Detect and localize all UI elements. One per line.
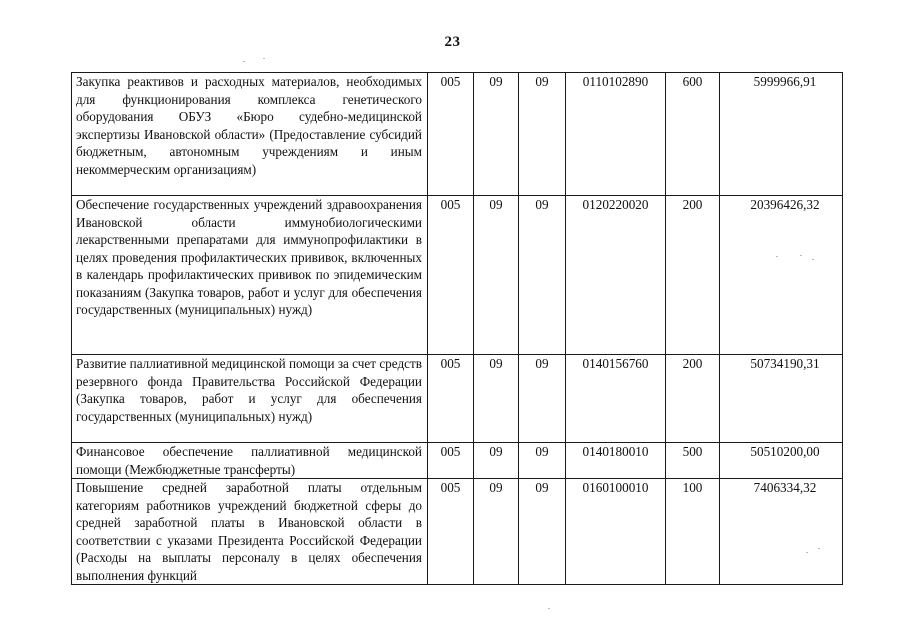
section-code: 09 — [474, 355, 519, 443]
ministry-code: 005 — [428, 196, 474, 355]
subsection-code: 09 — [519, 196, 566, 355]
row-description: Закупка реактивов и расходных материалов, необходимых для функционирования комплекса генетического оборудования ОБУЗ «Бюро судебно-медицинской экспертизы Ивановской области» (Предоставление субсидий бюджетным, автономным учреждениям и иным некоммерческим организациям) — [72, 73, 428, 196]
subsection-code: 09 — [519, 443, 566, 479]
subsection-code: 09 — [519, 73, 566, 196]
ministry-code: 005 — [428, 443, 474, 479]
table-row — [72, 355, 843, 443]
expense-type-code: 100 — [666, 479, 720, 585]
scan-speck — [263, 58, 265, 59]
amount-value: 5999966,91 — [720, 73, 843, 196]
budget-table — [71, 72, 843, 585]
ministry-code: 005 — [428, 479, 474, 585]
table-row — [72, 196, 843, 355]
section-code: 09 — [474, 443, 519, 479]
page-number: 23 — [444, 34, 461, 50]
target-article-code: 0120220020 — [566, 196, 666, 355]
subsection-code: 09 — [519, 479, 566, 585]
amount-value: 7406334,32 — [720, 479, 843, 585]
table-row — [72, 443, 843, 479]
amount-value: 20396426,32 — [720, 196, 843, 355]
target-article-code: 0140180010 — [566, 443, 666, 479]
scan-speck — [818, 548, 820, 549]
section-code: 09 — [474, 196, 519, 355]
row-description: Обеспечение государственных учреждений здравоохранения Ивановской области иммунобиологическими лекарственными препаратами для иммунопрофилактики в целях проведения профилактических прививок, включенных в календарь профилактических прививок по эпидемическим показаниям (Закупка товаров, работ и услуг для обеспечения государственных (муниципальных) нужд) — [72, 196, 428, 355]
subsection-code: 09 — [519, 355, 566, 443]
expense-type-code: 600 — [666, 73, 720, 196]
row-description: Повышение средней заработной платы отдельным категориям работников учреждений бюджетной сферы до средней заработной платы в Ивановской области в соответствии с указами Президента Российской Федерации (Расходы на выплаты персоналу в целях обеспечения выполнения функций — [72, 479, 428, 585]
row-description: Развитие паллиативной медицинской помощи за счет средств резервного фонда Правительства Российской Федерации (Закупка товаров, работ и услуг для обеспечения государственных (муниципальных) нужд) — [72, 355, 428, 443]
table-row — [72, 73, 843, 196]
expense-type-code: 200 — [666, 355, 720, 443]
table-row — [72, 479, 843, 585]
section-code: 09 — [474, 73, 519, 196]
scan-speck — [800, 255, 802, 256]
amount-value: 50510200,00 — [720, 443, 843, 479]
scan-speck — [548, 608, 550, 609]
scan-speck — [806, 552, 808, 553]
target-article-code: 0140156760 — [566, 355, 666, 443]
scan-speck — [776, 256, 778, 257]
scan-speck — [243, 61, 245, 62]
ministry-code: 005 — [428, 355, 474, 443]
scan-speck — [812, 259, 814, 260]
expense-type-code: 500 — [666, 443, 720, 479]
amount-value: 50734190,31 — [720, 355, 843, 443]
target-article-code: 0110102890 — [566, 73, 666, 196]
section-code: 09 — [474, 479, 519, 585]
target-article-code: 0160100010 — [566, 479, 666, 585]
expense-type-code: 200 — [666, 196, 720, 355]
row-description: Финансовое обеспечение паллиативной медицинской помощи (Межбюджетные трансферты) — [72, 443, 428, 479]
ministry-code: 005 — [428, 73, 474, 196]
